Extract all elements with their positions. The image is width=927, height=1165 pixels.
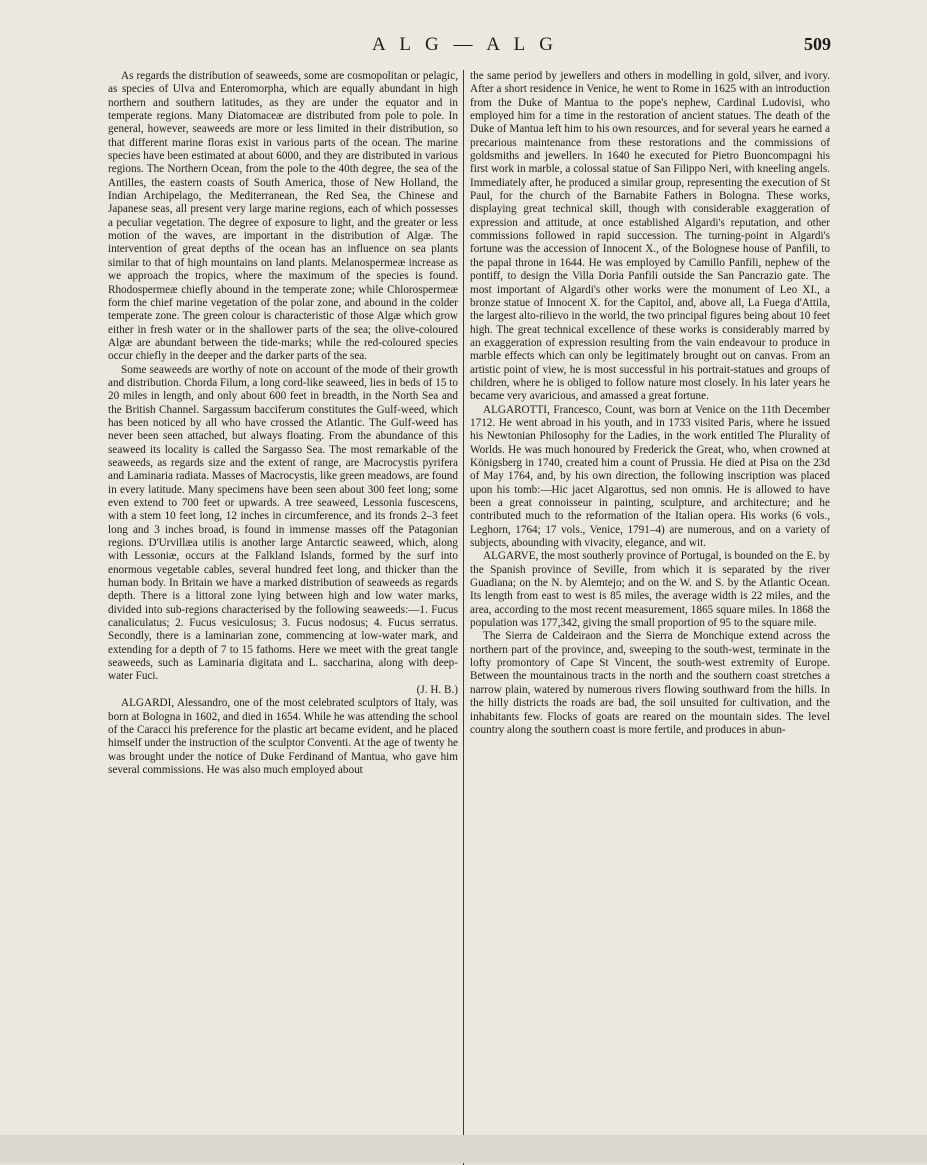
left-column bbox=[108, 70, 458, 777]
right-column bbox=[470, 70, 830, 737]
page-number: 509 bbox=[804, 34, 831, 54]
running-title: A L G — A L G bbox=[371, 34, 559, 55]
paragraph-seaweed-growth: Some seaweeds are worthy of note on account of the mode of their growth and distribution. Chorda Filum, a long cord-like seaweed, lies in beds of 15 to 20 miles in length, and only about 600 feet in breadth, in the North Sea and the British Channel. Sargassum bacciferum constitutes the Gulf-weed, which has been noticed by all who have crossed the Atlantic. The Gulf-weed has never been seen attached, but always floating. From the abundance of this seaweed its locality is called the Sargasso Sea. The most remarkable of the seaweeds, as regards size and the extent of range, are Macrocystis pyrifera and Laminaria radiata. Masses of Macrocystis, like green meadows, are found in every latitude. Many specimens have been seen about 300 feet long; some even extend to 700 feet or upwards. A tree seaweed, Lessonia fuscescens, with a stem 10 feet long, 12 inches in circumference, and its fronds 2–3 feet long and 3 inches broad, is found in immense masses off the Patagonian regions. D'Urvillæa utilis is another large Antarctic seaweed, which, along with Lessoniæ, occurs at the Falkland Islands, formed by the surf into enormous vegetable cables, several hundred feet long, and thicker than the human body. In Britain we have a marked distribution of seaweeds as regards depth. There is a littoral zone lying between high and low water marks, divided into sub-regions characterised by the following seaweeds:—1. Fucus canaliculatus; 2. Fucus vesiculosus; 3. Fucus nodosus; 4. Fucus serratus. Secondly, there is a laminarian zone, commencing at low-water mark, and extending for a depth of 7 to 15 fathoms. Here we meet with the great tangle seaweeds, such as Laminaria digitata and L. saccharina, along with deep-water Fuci. bbox=[108, 363, 458, 683]
author-signature: (J. H. B.) bbox=[416, 683, 458, 696]
column-divider bbox=[463, 70, 464, 1165]
paragraph-seaweed-distribution: As regards the distribution of seaweeds, some are cosmopolitan or pelagic, as species of Ulva and Enteromorpha, which are equally abundant in high northern and southern latitudes, as they are under the equator and in temperate regions. Many Diatomaceæ are distributed from pole to pole. In general, however, seaweeds are more or less limited in their distribution, so that different marine floras exist in various parts of the ocean. The marine species have been estimated at about 6000, and they are distributed in various regions. The Northern Ocean, from the pole to the 40th degree, the sea of the Antilles, the eastern coasts of South America, those of New Holland, the Indian Archipelago, the Mediterranean, the Red Sea, the Chinese and Japanese seas, all present very large marine regions, each of which possesses a peculiar vegetation. The degree of exposure to light, and the greater or less motion of the waves, are important in the distribution of Algæ. The intervention of great depths of the ocean has an influence on sea plants similar to that of high mountains on land plants. Melanospermeæ increase as we approach the tropics, where the maximum of the species is found. Rhodospermeæ chiefly abound in the temperate zone; while Chlorospermeæ form the chief marine vegetation of the polar zone, and abound in the colder temperate zone. The green colour is characteristic of those Algæ which grow either in fresh water or in the shallower parts of the sea; the olive-coloured Algæ are abundant between the tide-marks; while the red-coloured species occur chiefly in the deeper and the darker parts of the sea. bbox=[108, 70, 458, 363]
paragraph-algardi-continued: the same period by jewellers and others in modelling in gold, silver, and ivory. After a short residence in Venice, he went to Rome in 1625 with an introduction from the Duke of Mantua to the pope's nephew, Cardinal Ludovisi, who employed him for a time in the restoration of ancient statues. The death of the Duke of Mantua left him to his own resources, and for several years he earned a precarious maintenance from these restorations and the commissions of goldsmiths and jewellers. In 1640 he executed for Pietro Buoncompagni his first work in marble, a colossal statue of San Filippo Neri, with kneeling angels. Immediately after, he produced a similar group, representing the execution of St Paul, for the church of the Barnabite Fathers in Bologna. These works, displaying great technical skill, though with considerable exaggeration of expression and attitude, at once established Algardi's reputation, and other commissions followed in rapid succession. The turning-point in Algardi's fortune was the accession of Innocent X., of the Bolognese house of Panfili, to the papal throne in 1644. He was employed by Camillo Panfili, nephew of the pontiff, to design the Villa Doria Panfili outside the San Pancrazio gate. The most important of Algardi's other works were the monument of Leo XI., a bronze statue of Innocent X. for the Capitol, and, above all, La Fuega d'Attila, the largest alto-rilievo in the world, the two principal figures being about 10 feet high. The great technical excellence of these works is considerably marred by an exaggeration of expression resulting from the vain endeavour to produce in marble effects which can only be legitimately brought out on canvas. From an artistic point of view, he is most successful in his portrait-statues and groups of children, where he is obliged to follow nature most closely. In his later years he became very avaricious, and amassed a great fortune. bbox=[470, 70, 830, 403]
paragraph-algarotti: ALGAROTTI, Francesco, Count, was born at Venice on the 11th December 1712. He went abroad in his youth, and in 1733 visited Paris, where he issued his Newtonian Philosophy for the Ladies, in the work entitled The Plurality of Worlds. He was much honoured by Frederick the Great, who, when crowned at Königsberg in 1740, created him a count of Prussia. He died at Pisa on the 23d of May 1764, and, by his own direction, the following inscription was placed upon his tomb:—Hic jacet Algarottus, sed non omnis. He is allowed to have been a great connoisseur in painting, sculpture, and architecture; and he contributed much to the reformation of the Italian opera. His works (6 vols., Leghorn, 1764; 17 vols., Venice, 1791–4) are numerous, and on a variety of subjects, abounding with vivacity, elegance, and wit. bbox=[470, 403, 830, 550]
page-bottom-margin bbox=[0, 1135, 927, 1163]
paragraph-algarve: ALGARVE, the most southerly province of Portugal, is bounded on the E. by the Spanish province of Seville, from which it is separated by the river Guadiana; on the N. by Alemtejo; and on the W. and S. by the Atlantic Ocean. Its length from east to west is 85 miles, the average width is 22 miles, and the area, according to the most recent measurement, 1865 square miles. In 1868 the population was 177,342, giving the small proportion of 95 to the square mile. bbox=[470, 550, 830, 630]
page-header bbox=[0, 34, 927, 60]
paragraph-algarve-geography: The Sierra de Caldeiraon and the Sierra de Monchique extend across the northern part of the province, and, sweeping to the south-west, terminate in the lofty promontory of Cape St Vincent, the south-west extremity of Europe. Between the mountainous tracts in the north and the southern coast stretches a narrow plain, watered by numerous rivers flowing southward from the hills. In the hilly districts the roads are bad, the soil unsuited for cultivation, and the inhabitants few. Flocks of goats are reared on the mountain sides. The level country along the southern coast is more fertile, and produces in abun- bbox=[470, 630, 830, 736]
paragraph-algardi: ALGARDI, Alessandro, one of the most celebrated sculptors of Italy, was born at Bologna in 1602, and died in 1654. While he was attending the school of the Caracci his preference for the plastic art became evident, and he placed himself under the instruction of the sculptor Conventi. At the age of twenty he was brought under the notice of Duke Ferdinand of Mantua, who gave him several commissions. He was also much employed about bbox=[108, 697, 458, 776]
